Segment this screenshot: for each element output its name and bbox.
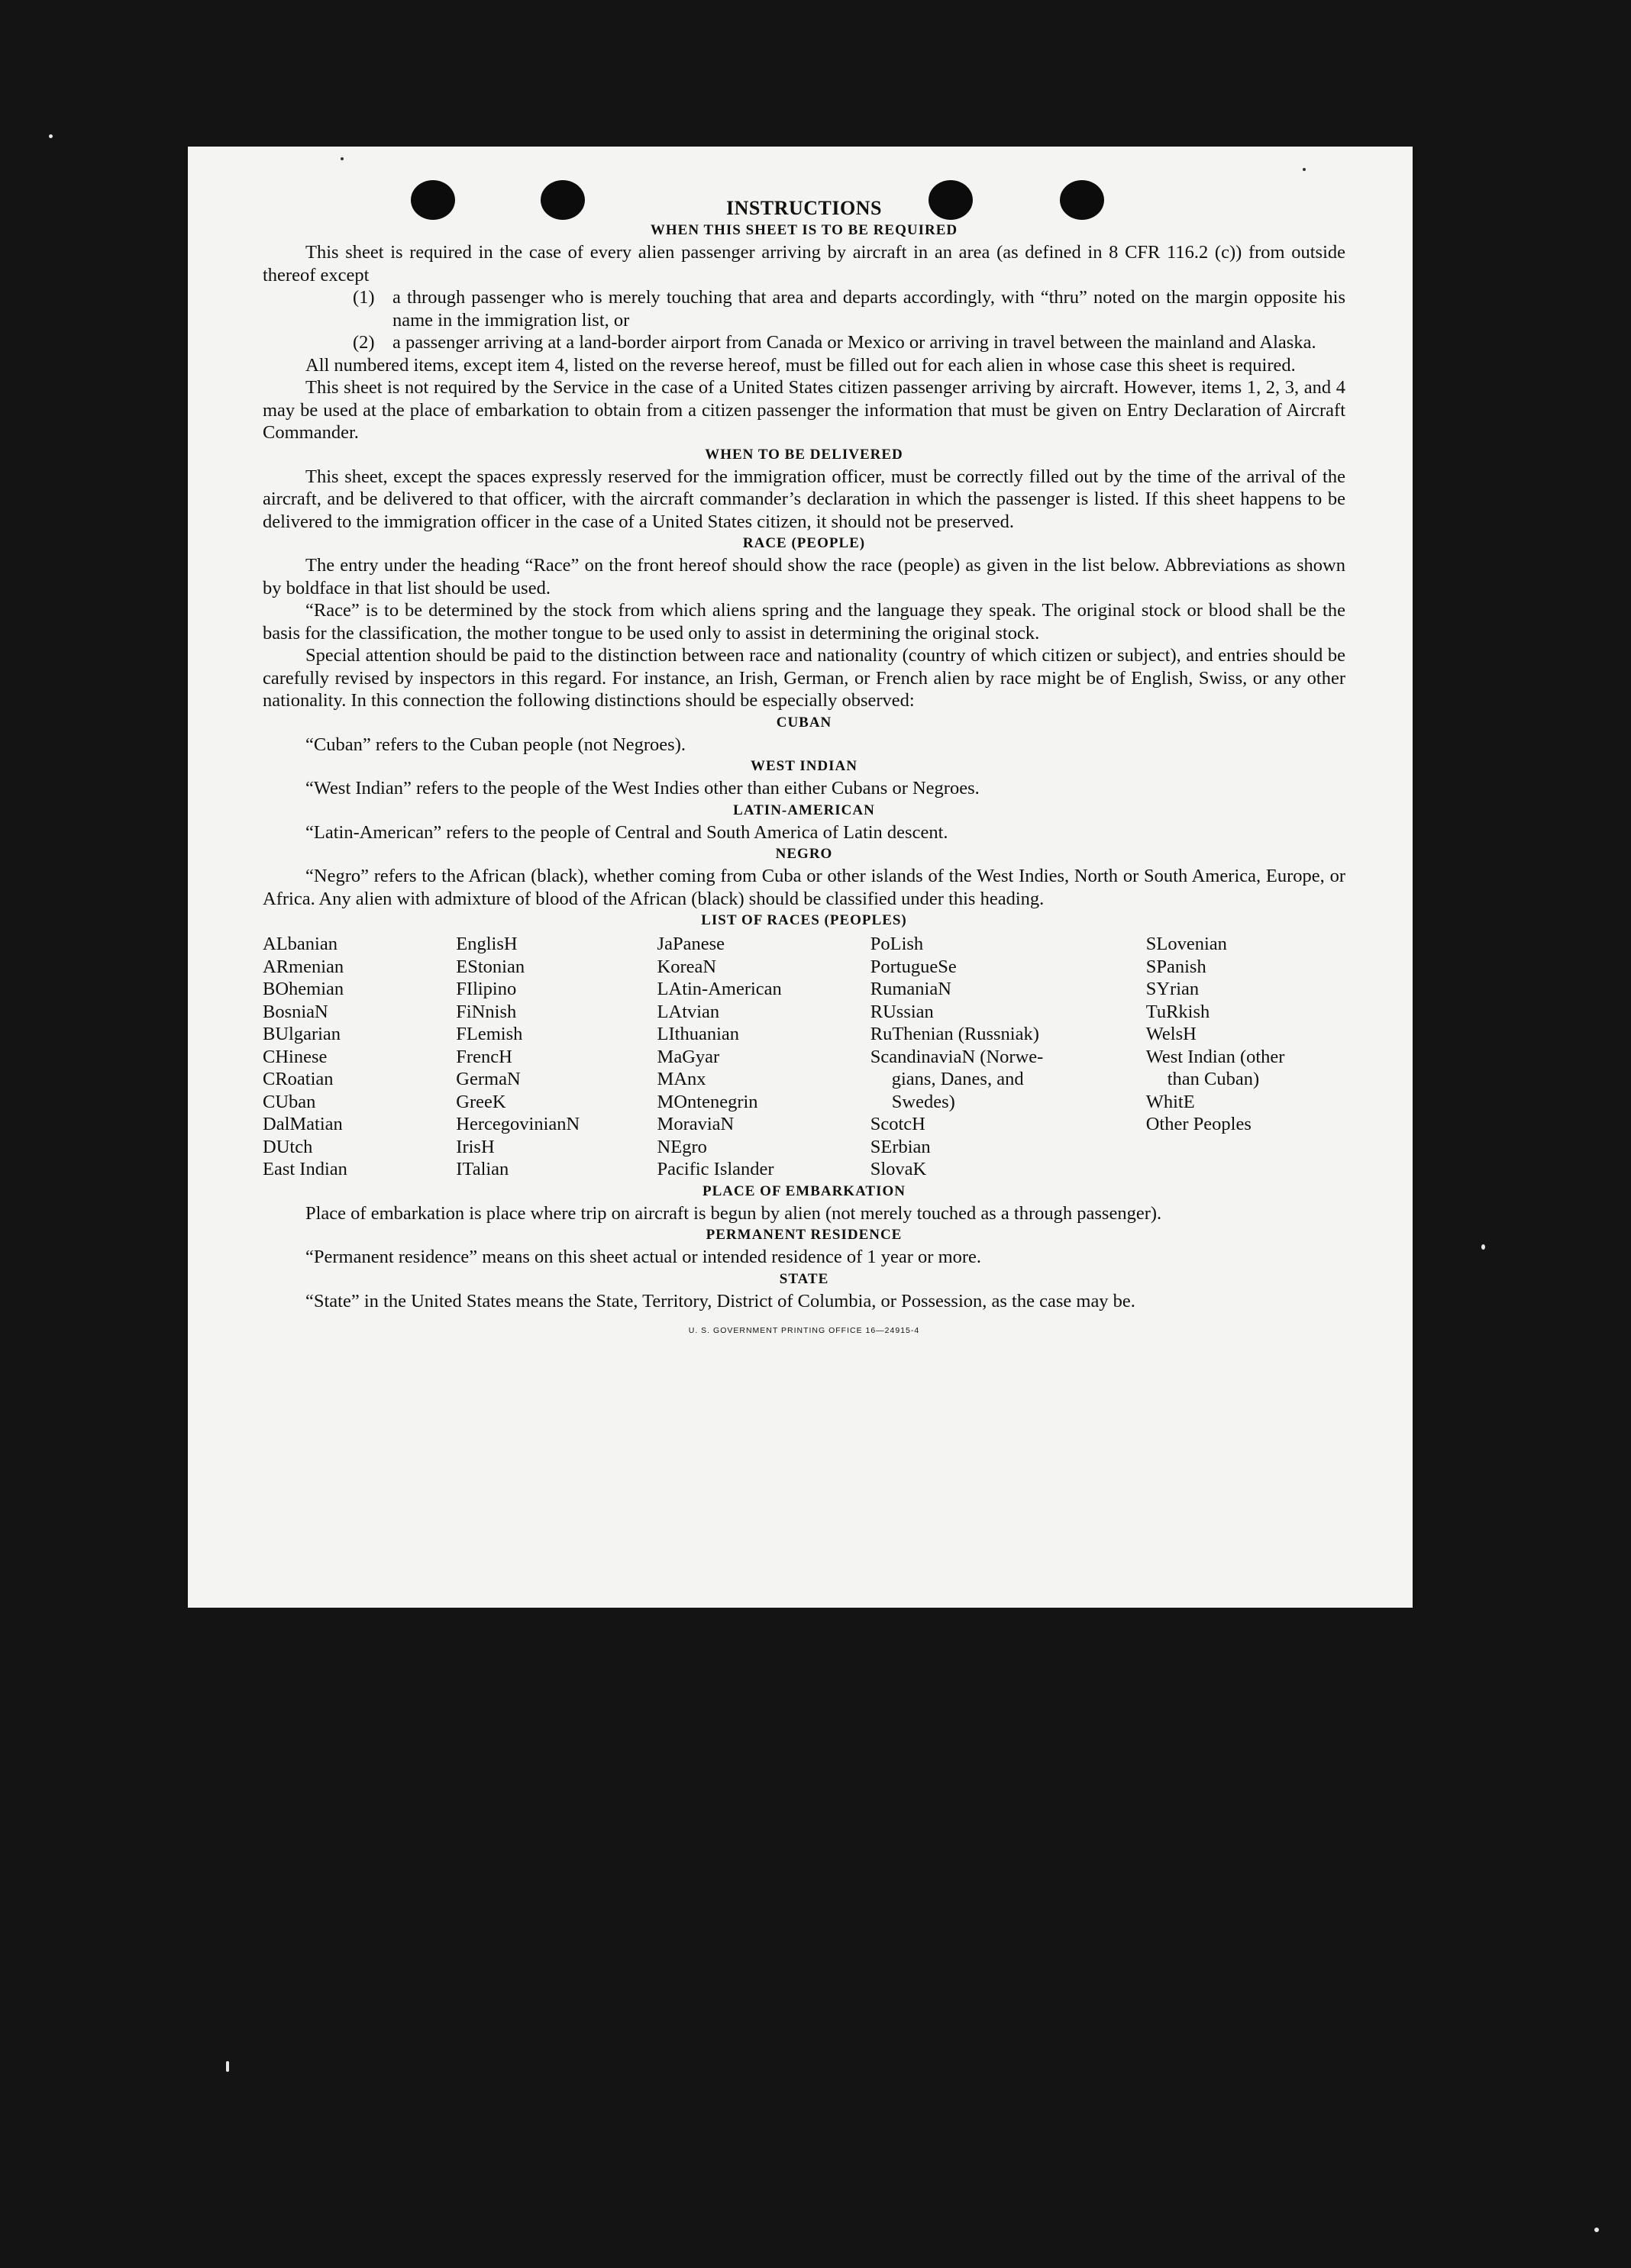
cuban-text: “Cuban” refers to the Cuban people (not Negroes). (305, 734, 686, 755)
race-entry: RuThenian (Russniak) (870, 1024, 1039, 1044)
heading-required: WHEN THIS SHEET IS TO BE REQUIRED (650, 222, 958, 238)
race-entry: CHinese (263, 1046, 328, 1067)
races-column (456, 933, 657, 1181)
item-number: (1) (353, 287, 375, 308)
heading-race: RACE (PEOPLE) (742, 535, 866, 551)
race-entry: ITalian (456, 1159, 509, 1179)
race-entry: MAnx (657, 1069, 706, 1089)
race-para: Special attention should be paid to the distinction between race and nationality (country of which citizen or subject), and entries should be carefully revised by inspectors in this regard. For instance, an Irish, German, or French alien by race might be of English, Swiss, or any other nationality. In this connection the following distinctions should be especially observed: (263, 645, 1345, 711)
race-entry: CUban (263, 1091, 316, 1112)
race-entry: LIthuanian (657, 1024, 740, 1044)
race-entry: ScandinaviaN (Norwe- (870, 1046, 1044, 1067)
race-entry: MOntenegrin (657, 1091, 758, 1112)
race-entry: SLovenian (1145, 934, 1227, 954)
races-column (657, 933, 870, 1181)
race-entry: GreeK (456, 1091, 506, 1112)
races-column (263, 933, 456, 1181)
race-entry: EStonian (456, 956, 525, 977)
races-column (870, 933, 1146, 1181)
race-entry: MaGyar (657, 1046, 720, 1067)
race-entry: KoreaN (657, 956, 717, 977)
races-column (1146, 933, 1345, 1181)
race-entry: EnglisH (456, 934, 518, 954)
race-entry: West Indian (other (1145, 1046, 1285, 1067)
race-entry: TuRkish (1145, 1001, 1210, 1022)
race-entry: IrisH (456, 1136, 495, 1157)
punch-hole (541, 180, 585, 220)
race-para: The entry under the heading “Race” on the front hereof should show the race (people) as given in the list below. Abbreviations as shown by boldface in that list should be used. (263, 555, 1345, 598)
heading-negro: NEGRO (775, 846, 833, 862)
race-entry-continued: Swedes) (891, 1091, 955, 1112)
delivered-text: This sheet, except the spaces expressly reserved for the immigration officer, must be correctly filled out by the time of the arrival of the aircraft, and be delivered to that officer, with the aircraft commander’s declaration in which the passenger is listed. If this sheet happens to be delivered to the immigration officer in the case of a United States citizen, it should not be preserved. (263, 466, 1345, 532)
race-entry-continued: than Cuban) (1167, 1069, 1260, 1089)
item-text: a passenger arriving at a land-border airport from Canada or Mexico or arriving in travel between the mainland and Alaska. (392, 332, 1316, 353)
race-entry: PortugueSe (870, 956, 957, 977)
state-text: “State” in the United States means the State, Territory, District of Columbia, or Possession, as the case may be. (305, 1290, 1135, 1311)
west-indian-text: “West Indian” refers to the people of the West Indies other than either Cubans or Negroes. (305, 778, 980, 798)
race-entry: SlovaK (870, 1159, 927, 1179)
sheet-mark (341, 157, 344, 160)
race-entry: ARmenian (263, 956, 344, 977)
races-list (263, 933, 1345, 1181)
race-entry: ScotcH (870, 1114, 925, 1134)
embarkation-text: Place of embarkation is place where trip on aircraft is begun by alien (not merely touched as a through passenger). (305, 1202, 1162, 1224)
race-entry: BOhemian (263, 979, 344, 999)
race-entry: GermaN (456, 1069, 521, 1089)
race-entry: FrencH (456, 1046, 512, 1067)
race-entry: RumaniaN (870, 979, 951, 999)
race-entry: FIlipino (456, 979, 517, 999)
film-speck (49, 134, 53, 138)
required-para: This sheet is not required by the Service in the case of a United States citizen passenger arriving by aircraft. However, items 1, 2, 3, and 4 may be used at the place of embarkation to obtain from a citizen passenger the information that must be given on Entry Declaration of Aircraft Commander. (263, 377, 1345, 443)
film-speck (1481, 1244, 1485, 1250)
item-number: (2) (353, 332, 375, 353)
race-entry: LAtin-American (657, 979, 782, 999)
heading-residence: PERMANENT RESIDENCE (706, 1227, 903, 1243)
heading-latin-american: LATIN-AMERICAN (733, 802, 875, 818)
race-entry: FLemish (456, 1024, 523, 1044)
heading-delivered: WHEN TO BE DELIVERED (705, 446, 903, 463)
race-entry: SPanish (1145, 956, 1206, 977)
race-entry: JaPanese (657, 934, 725, 954)
item-text: a through passenger who is merely touching that area and departs accordingly, with “thru” noted on the margin opposite his name in the immigration list, or (392, 287, 1345, 331)
race-entry: LAtvian (657, 1001, 720, 1022)
film-speck (1594, 2228, 1599, 2232)
race-entry: BosniaN (263, 1001, 328, 1022)
race-entry: East Indian (263, 1159, 347, 1179)
heading-west-indian: WEST INDIAN (751, 758, 857, 774)
race-entry-continued: gians, Danes, and (891, 1069, 1024, 1089)
punch-hole (1060, 180, 1104, 220)
race-entry: Other Peoples (1145, 1114, 1252, 1134)
heading-cuban: CUBAN (776, 714, 832, 731)
exception-item (263, 286, 1345, 331)
race-entry: ALbanian (263, 934, 338, 954)
race-entry: FiNnish (456, 1001, 517, 1022)
race-entry: DUtch (263, 1136, 313, 1157)
heading-embarkation: PLACE OF EMBARKATION (702, 1182, 906, 1199)
race-entry: SErbian (870, 1136, 931, 1157)
race-entry: PoLish (870, 934, 924, 954)
race-entry: RUssian (870, 1001, 934, 1022)
race-entry: MoraviaN (657, 1114, 735, 1134)
race-entry: DalMatian (263, 1114, 343, 1134)
required-intro: This sheet is required in the case of every alien passenger arriving by aircraft in an area (as defined in 8 CFR 116.2 (c)) from outside thereof except (263, 242, 1345, 286)
race-para: “Race” is to be determined by the stock from which aliens spring and the language they speak. The original stock or blood shall be the basis for the classification, the mother tongue to be used only to assist in determining the original stock. (263, 600, 1345, 644)
punch-hole (411, 180, 455, 220)
page-title: INSTRUCTIONS (726, 197, 882, 219)
punch-hole (929, 180, 973, 220)
race-entry: CRoatian (263, 1069, 334, 1089)
latin-american-text: “Latin-American” refers to the people of Central and South America of Latin descent. (305, 821, 948, 843)
heading-state: STATE (779, 1270, 829, 1287)
race-entry: BUlgarian (263, 1024, 341, 1044)
exception-item (263, 331, 1345, 354)
race-entry: HercegovinianN (456, 1114, 580, 1134)
required-para: All numbered items, except item 4, listed on the reverse hereof, must be filled out for each alien in whose case this sheet is required. (305, 354, 1296, 376)
negro-text: “Negro” refers to the African (black), whether coming from Cuba or other islands of the West Indies, North or South America, Europe, or Africa. Any alien with admixture of blood of the African (black) should be classified under this heading. (263, 866, 1345, 909)
race-entry: Pacific Islander (657, 1159, 774, 1179)
race-entry: NEgro (657, 1136, 707, 1157)
heading-races-list: LIST OF RACES (PEOPLES) (701, 912, 907, 928)
race-entry: SYrian (1145, 979, 1200, 999)
race-entry: WhitE (1145, 1091, 1195, 1112)
race-entry: WelsH (1145, 1024, 1197, 1044)
residence-text: “Permanent residence” means on this sheet actual or intended residence of 1 year or more. (305, 1247, 982, 1267)
film-speck (226, 2061, 229, 2072)
instruction-sheet (188, 147, 1413, 1608)
printer-imprint: U. S. GOVERNMENT PRINTING OFFICE 16—24915-4 (688, 1326, 920, 1335)
sheet-mark (1303, 168, 1306, 171)
